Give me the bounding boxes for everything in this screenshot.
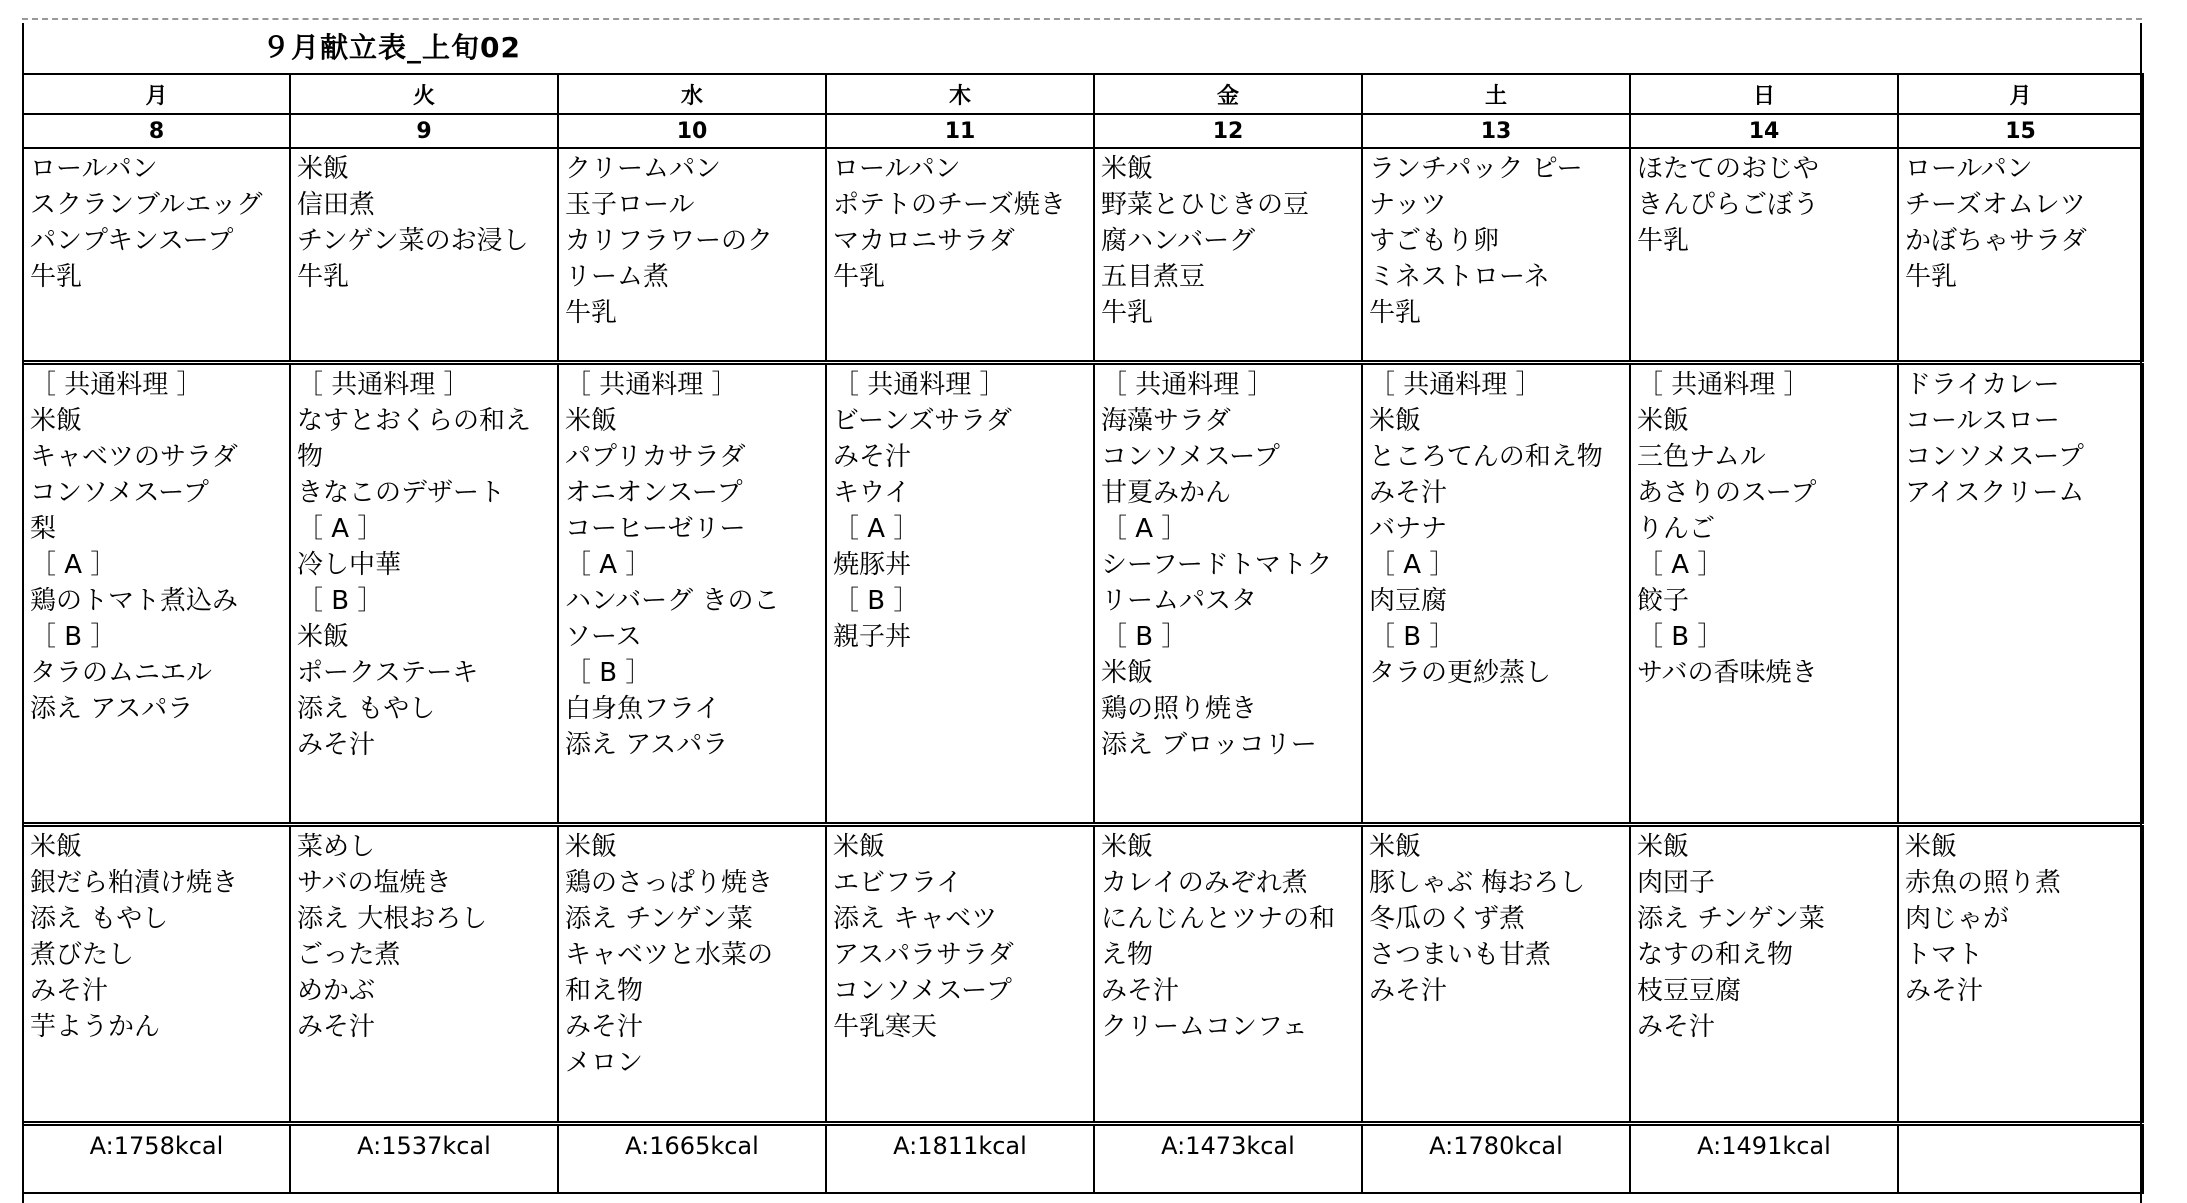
menu-item: 腐ハンバーグ [1101,226,1256,256]
menu-item: 物 [297,442,324,472]
menu-item: みそ汁 [1369,976,1448,1006]
menu-item: 牛乳 [297,262,350,292]
menu-item: シーフードトマトク [1101,550,1333,580]
menu-item: パプリカサラダ [565,442,746,472]
menu-item: エビフライ [833,868,963,898]
menu-item: え物 [1101,940,1154,970]
lunch-cell [1898,363,2143,825]
lunch-cell [558,363,826,825]
menu-item: 添え アスパラ [30,694,194,724]
menu-item: 米飯 [1637,832,1690,862]
menu-item: 鶏のトマト煮込み [30,586,239,616]
menu-item: ［ 共通料理 ］ [30,370,203,400]
calorie-cell: A:1537kcal [290,1124,558,1194]
menu-item: ［ A ］ [565,550,652,580]
menu-item: にんじんとツナの和 [1101,904,1336,934]
menu-item: 菜めし [297,832,376,862]
menu-item: コーヒーゼリー [565,514,746,544]
lunch-cell [290,363,558,825]
menu-item: コンソメスープ [833,976,1012,1006]
menu-item: みそ汁 [297,1012,376,1042]
menu-item: 牛乳 [833,262,886,292]
menu-item: ナッツ [1369,190,1447,220]
date-cell: 15 [1898,114,2143,148]
menu-item: クリームパン [565,154,722,184]
menu-item: 肉団子 [1637,868,1716,898]
menu-item: スクランブルエッグ [30,190,263,220]
menu-item: なすとおくらの和え [297,406,532,436]
weekday-cell: 木 [826,74,1094,114]
menu-item: チーズオムレツ [1905,190,2086,220]
menu-item: 肉豆腐 [1369,586,1448,616]
menu-item: 米飯 [565,832,618,862]
lunch-cell [1094,363,1362,825]
menu-item: ところてんの和え物 [1369,442,1603,472]
menu-item: アイスクリーム [1905,478,2085,508]
menu-item: パンプキンスープ [30,226,234,256]
menu-item: ［ A ］ [30,550,117,580]
menu-item: ビーンズサラダ [833,406,1012,436]
breakfast-cell [1362,148,1630,363]
dinner-cell [826,825,1094,1124]
menu-item: ［ B ］ [565,658,652,688]
menu-item: リーム煮 [565,262,670,292]
calorie-cell: A:1758kcal [23,1124,290,1194]
menu-item: 鶏のさっぱり焼き [565,868,774,898]
menu-item: みそ汁 [1905,976,1984,1006]
menu-item: みそ汁 [1101,976,1180,1006]
menu-item: 牛乳 [1905,262,1958,292]
menu-item: キウイ [833,478,911,508]
menu-item: ［ 共通料理 ］ [1369,370,1542,400]
menu-item: 牛乳 [1101,298,1154,328]
menu-item: クリームコンフェ [1101,1012,1308,1042]
menu-item: ［ 共通料理 ］ [833,370,1006,400]
menu-item: タラのムニエル [30,658,213,688]
calorie-cell: A:1780kcal [1362,1124,1630,1194]
menu-item: ［ B ］ [833,586,920,616]
menu-item: 添え もやし [297,694,436,724]
date-cell: 12 [1094,114,1362,148]
breakfast-cell [1898,148,2143,363]
menu-item: サバの香味焼き [1637,658,1818,688]
menu-item: 米飯 [565,406,618,436]
menu-item: なすの和え物 [1637,940,1794,970]
menu-item: 玉子ロール [565,190,695,220]
menu-item: メロン [565,1048,644,1078]
menu-item: 米飯 [1369,832,1422,862]
page-title: ９月献立表_上旬02 [262,31,521,64]
menu-item: 米飯 [1369,406,1422,436]
menu-item: 白身魚フライ [565,694,721,724]
dinner-cell [1362,825,1630,1124]
menu-item: 芋ようかん [30,1012,161,1042]
lunch-cell [1362,363,1630,825]
menu-item: 米飯 [833,832,886,862]
dinner-cell [1630,825,1898,1124]
menu-item: ポークステーキ [297,658,479,688]
menu-item: 野菜とひじきの豆 [1101,190,1310,220]
menu-item: 豚しゃぶ 梅おろし [1369,868,1586,898]
menu-table [22,73,2144,1194]
weekday-row [23,74,2143,114]
menu-item: トマト [1905,940,1984,970]
menu-item: タラの更紗蒸し [1369,658,1552,688]
menu-item: ［ A ］ [1369,550,1456,580]
menu-item: みそ汁 [565,1012,644,1042]
menu-item: 海藻サラダ [1101,406,1231,436]
lunch-row [23,363,2143,825]
menu-item: すごもり卵 [1369,226,1500,256]
menu-item: 甘夏みかん [1101,478,1232,508]
date-cell: 11 [826,114,1094,148]
menu-item: マカロニサラダ [833,226,1015,256]
menu-item: アスパラサラダ [833,940,1014,970]
menu-item: きなこのデザート [297,478,506,508]
date-cell: 8 [23,114,290,148]
calorie-cell [1898,1124,2143,1194]
dinner-cell [23,825,290,1124]
breakfast-cell [1094,148,1362,363]
menu-item: みそ汁 [1637,1012,1716,1042]
weekday-cell: 日 [1630,74,1898,114]
menu-item: 枝豆豆腐 [1637,976,1742,1006]
menu-item: コールスロー [1905,406,2060,436]
menu-item: 肉じゃが [1905,904,2010,934]
menu-item: ［ A ］ [1637,550,1724,580]
menu-item: りんご [1637,514,1716,544]
menu-item: ドライカレー [1905,370,2060,400]
menu-item: みそ汁 [297,730,376,760]
menu-item: カリフラワーのク [565,226,774,256]
menu-item: ［ 共通料理 ］ [565,370,738,400]
menu-item: かぼちゃサラダ [1905,226,2087,256]
menu-item: 添え アスパラ [565,730,729,760]
menu-item: 鶏の照り焼き [1101,694,1258,724]
menu-item: ［ 共通料理 ］ [1637,370,1810,400]
menu-item: チンゲン菜のお浸し [297,226,529,256]
menu-item: ごった煮 [297,940,401,970]
lunch-cell [23,363,290,825]
lunch-cell [826,363,1094,825]
menu-item: ハンバーグ きのこ [565,586,780,616]
menu-item: 煮びたし [30,940,135,970]
dinner-row [23,825,2143,1124]
menu-item: 添え 大根おろし [297,904,488,934]
menu-item: 添え チンゲン菜 [1637,904,1825,934]
menu-item: 梨 [30,514,57,544]
menu-item: 牛乳 [1369,298,1422,328]
menu-item: 牛乳 [1637,226,1690,256]
weekday-cell: 金 [1094,74,1362,114]
breakfast-cell [558,148,826,363]
menu-item: コンソメスープ [1101,442,1280,472]
menu-item: ［ A ］ [833,514,920,544]
menu-item: 米飯 [30,406,83,436]
dinner-cell [1898,825,2143,1124]
menu-item: さつまいも甘煮 [1369,940,1552,970]
menu-item: みそ汁 [30,976,109,1006]
menu-item: ミネストローネ [1369,262,1550,292]
menu-item: きんぴらごぼう [1637,190,1820,220]
menu-item: 添え チンゲン菜 [565,904,753,934]
menu-item: ランチパック ピー [1369,154,1583,184]
menu-item: ［ A ］ [1101,514,1188,544]
date-row [23,114,2143,148]
weekday-cell: 火 [290,74,558,114]
menu-item: 米飯 [1101,154,1154,184]
menu-item: 信田煮 [297,190,376,220]
dinner-cell [1094,825,1362,1124]
menu-item: 親子丼 [833,622,912,652]
menu-item: ロールパン [30,154,158,184]
menu-item: 牛乳 [30,262,83,292]
menu-item: 牛乳寒天 [833,1012,938,1042]
menu-item: 和え物 [565,976,644,1006]
menu-item: 赤魚の照り煮 [1905,868,2062,898]
menu-item: あさりのスープ [1637,478,1817,508]
menu-item: 米飯 [1101,658,1154,688]
menu-item: コンソメスープ [1905,442,2084,472]
menu-item: 冷し中華 [297,550,402,580]
date-cell: 10 [558,114,826,148]
breakfast-cell [290,148,558,363]
menu-item: みそ汁 [1369,478,1448,508]
menu-item: 五目煮豆 [1101,262,1206,292]
menu-item: ［ B ］ [1637,622,1724,652]
menu-item: キャベツのサラダ [30,442,238,472]
menu-item: ポテトのチーズ焼き [833,190,1066,220]
menu-item: ［ 共通料理 ］ [297,370,470,400]
dinner-cell [558,825,826,1124]
menu-item: カレイのみぞれ煮 [1101,868,1308,898]
calorie-cell: A:1665kcal [558,1124,826,1194]
calorie-cell: A:1491kcal [1630,1124,1898,1194]
date-cell: 14 [1630,114,1898,148]
menu-item: ［ B ］ [1369,622,1456,652]
menu-item: 餃子 [1637,586,1690,616]
menu-item: 米飯 [1101,832,1154,862]
menu-item: ［ B ］ [297,586,384,616]
menu-item: 米飯 [1905,832,1958,862]
breakfast-cell [1630,148,1898,363]
menu-item: ［ B ］ [30,622,117,652]
menu-item: リームパスタ [1101,586,1258,616]
menu-item: ソース [565,622,642,652]
calorie-cell: A:1811kcal [826,1124,1094,1194]
dinner-cell [290,825,558,1124]
top-dashed-border [22,18,2142,20]
weekday-cell: 月 [23,74,290,114]
menu-item: ロールパン [833,154,961,184]
menu-item: オニオンスープ [565,478,743,508]
menu-item: みそ汁 [833,442,912,472]
menu-item: 添え キャベツ [833,904,998,934]
breakfast-row [23,148,2143,363]
menu-item: 米飯 [297,154,350,184]
menu-item: 銀だら粕漬け焼き [30,868,239,898]
menu-item: バナナ [1369,514,1448,544]
menu-item: ［ 共通料理 ］ [1101,370,1274,400]
menu-item: 添え ブロッコリー [1101,730,1317,760]
breakfast-cell [23,148,290,363]
menu-item: めかぶ [297,976,376,1006]
weekday-cell: 水 [558,74,826,114]
menu-item: サバの塩焼き [297,868,452,898]
weekday-cell: 土 [1362,74,1630,114]
lunch-cell [1630,363,1898,825]
menu-item: 米飯 [30,832,83,862]
menu-item: ［ B ］ [1101,622,1188,652]
calorie-row [23,1124,2143,1194]
menu-item: 牛乳 [565,298,618,328]
breakfast-cell [826,148,1094,363]
menu-item: ロールパン [1905,154,2033,184]
calorie-cell: A:1473kcal [1094,1124,1362,1194]
menu-item: 米飯 [297,622,350,652]
date-cell: 13 [1362,114,1630,148]
menu-item: 冬瓜のくず煮 [1369,904,1526,934]
menu-item: ［ A ］ [297,514,384,544]
date-cell: 9 [290,114,558,148]
menu-item: 焼豚丼 [833,550,912,580]
menu-item: 三色ナムル [1637,442,1766,472]
menu-item: ほたてのおじや [1637,154,1820,184]
weekday-cell: 月 [1898,74,2143,114]
menu-item: 米飯 [1637,406,1690,436]
menu-item: コンソメスープ [30,478,209,508]
menu-item: 添え もやし [30,904,169,934]
menu-item: キャベツと水菜の [565,940,774,970]
